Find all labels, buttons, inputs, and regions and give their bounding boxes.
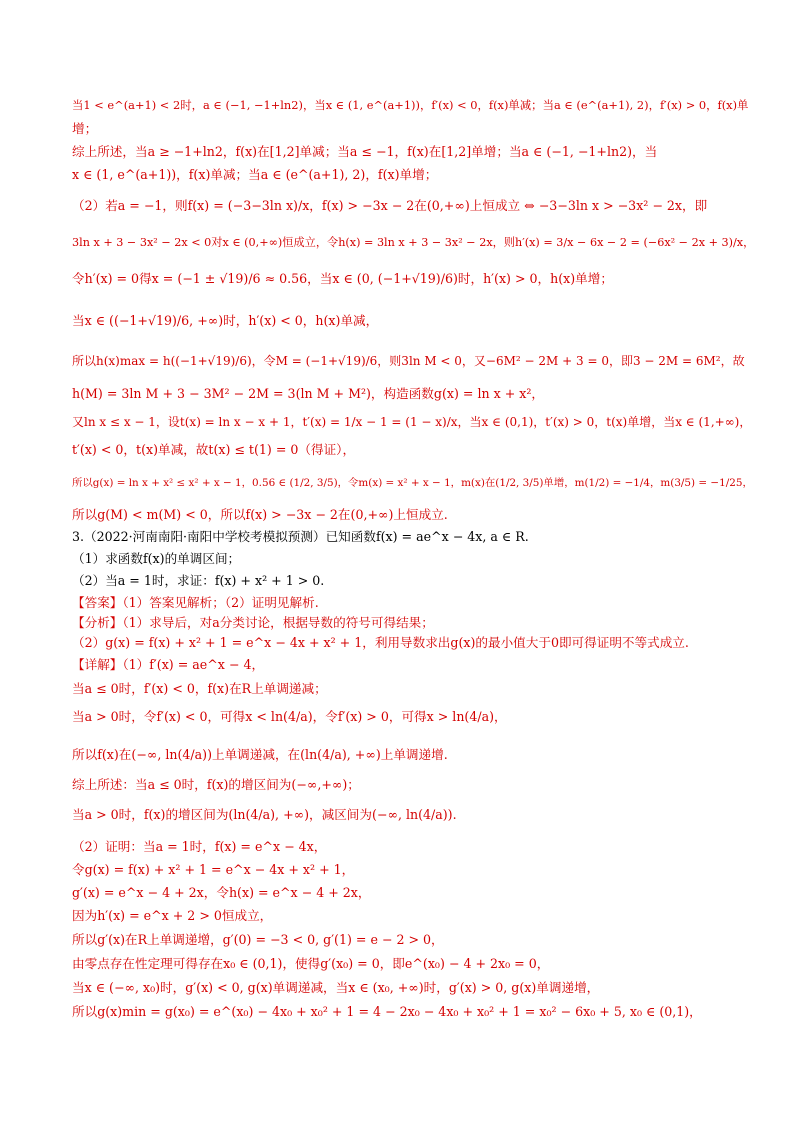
text-line-27: （2）证明：当a = 1时，f(x) = e^x − 4x，	[72, 839, 327, 854]
text-line-28: 令g(x) = f(x) + x² + 1 = e^x − 4x + x² + 1，	[72, 862, 355, 877]
text-line-20: （2）g(x) = f(x) + x² + 1 = e^x − 4x + x² + 1，利用导数求出g(x)的最小值大于0即可得证明不等式成立.	[72, 635, 689, 650]
text-line-14: 所以g(M) < m(M) < 0，所以f(x) > −3x − 2在(0,+∞)上恒成立.	[72, 507, 448, 522]
text-line-9: 所以h(x)max = h((−1+√19)/6)，令M = (−1+√19)/6，则3ln M < 0，又−6M² − 2M + 3 = 0，即3 − 2M = 6M²，故	[72, 354, 745, 368]
text-line-6: 3ln x + 3 − 3x² − 2x < 0对x ∈ (0,+∞)恒成立，令h(x) = 3ln x + 3 − 3x² − 2x，则h′(x) = 3/x − 6x − 2 = (−6x² − 2x + 3)/x，	[72, 236, 755, 249]
text-line-8: 当x ∈ ((−1+√19)/6, +∞)时，h′(x) < 0，h(x)单减，	[72, 313, 379, 328]
text-line-31: 所以g′(x)在R上单调递增，g′(0) = −3 < 0, g′(1) = e − 2 > 0，	[72, 932, 444, 947]
text-line-13: 所以g(x) = ln x + x² ≤ x² + x − 1，0.56 ∈ (1/2, 3/5)，令m(x) = x² + x − 1，m(x)在(1/2, 3/5)单增，m(1/2) = −1/4，m(3/5) = −1/25，	[72, 477, 753, 489]
text-line-32: 由零点存在性定理可得存在x₀ ∈ (0,1)，使得g′(x₀) = 0，即e^(x₀) − 4 + 2x₀ = 0，	[72, 956, 550, 971]
text-line-19: 【分析】（1）求导后，对a分类讨论，根据导数的符号可得结果；	[72, 615, 434, 630]
text-line-1: 当1 < e^(a+1) < 2时，a ∈ (−1, −1+ln2)，当x ∈ (1, e^(a+1))，f′(x) < 0，f(x)单减；当a ∈ (e^(a+1), 2)，f′(x) > 0，f(x)单	[72, 98, 749, 112]
text-line-18: 【答案】（1）答案见解析；（2）证明见解析.	[72, 595, 319, 610]
text-line-30: 因为h′(x) = e^x + 2 > 0恒成立，	[72, 908, 273, 923]
text-line-12: t′(x) < 0，t(x)单减，故t(x) ≤ t(1) = 0（得证），	[72, 442, 356, 457]
text-line-29: g′(x) = e^x − 4 + 2x，令h(x) = e^x − 4 + 2x，	[72, 885, 371, 900]
text-line-10: h(M) = 3ln M + 3 − 3M² − 2M = 3(ln M + M²)，构造函数g(x) = ln x + x²，	[72, 386, 544, 401]
text-line-2: 增；	[72, 121, 98, 136]
text-line-17: （2）当a = 1时，求证：f(x) + x² + 1 > 0.	[72, 573, 325, 588]
text-line-5: （2）若a = −1，则f(x) = (−3−3ln x)/x，f(x) > −3x − 2在(0,+∞)上恒成立 ⇔ −3−3ln x > −3x² − 2x，即	[72, 198, 708, 213]
text-line-25: 综上所述：当a ≤ 0时，f(x)的增区间为(−∞,+∞)；	[72, 777, 360, 792]
text-line-7: 令h′(x) = 0得x = (−1 ± √19)/6 ≈ 0.56，当x ∈ (0, (−1+√19)/6)时，h′(x) > 0，h(x)单增；	[72, 271, 613, 286]
text-line-15: 3.（2022·河南南阳·南阳中学校考模拟预测）已知函数f(x) = ae^x − 4x, a ∈ R.	[72, 529, 529, 544]
text-line-22: 当a ≤ 0时，f′(x) < 0，f(x)在R上单调递减；	[72, 681, 327, 696]
text-line-33: 当x ∈ (−∞, x₀)时，g′(x) < 0, g(x)单调递减，当x ∈ (x₀, +∞)时，g′(x) > 0, g(x)单调递增，	[72, 980, 600, 995]
text-line-26: 当a > 0时，f(x)的增区间为(ln(4/a), +∞)，减区间为(−∞, ln(4/a)).	[72, 807, 457, 822]
text-line-11: 又ln x ≤ x − 1，设t(x) = ln x − x + 1，t′(x) = 1/x − 1 = (1 − x)/x，当x ∈ (0,1)，t′(x) > 0，t(x)单增，当x ∈ (1,+∞)，	[72, 415, 752, 429]
text-line-34: 所以g(x)min = g(x₀) = e^(x₀) − 4x₀ + x₀² + 1 = 4 − 2x₀ − 4x₀ + x₀² + 1 = x₀² − 6x₀ + 5, x₀ ∈ (0,1)，	[72, 1004, 702, 1019]
text-line-16: （1）求函数f(x)的单调区间；	[72, 551, 241, 566]
text-line-24: 所以f(x)在(−∞, ln(4/a))上单调递减，在(ln(4/a), +∞)上单调递增.	[72, 747, 448, 762]
text-line-4: x ∈ (1, e^(a+1))，f(x)单减；当a ∈ (e^(a+1), 2)，f(x)单增；	[72, 167, 438, 182]
text-line-3: 综上所述，当a ≥ −1+ln2，f(x)在[1,2]单减；当a ≤ −1，f(x)在[1,2]单增；当a ∈ (−1, −1+ln2)，当	[72, 144, 658, 159]
text-line-21: 【详解】（1）f′(x) = ae^x − 4，	[72, 657, 265, 672]
text-line-23: 当a > 0时，令f′(x) < 0，可得x < ln(4/a)，令f′(x) > 0，可得x > ln(4/a)，	[72, 709, 507, 724]
